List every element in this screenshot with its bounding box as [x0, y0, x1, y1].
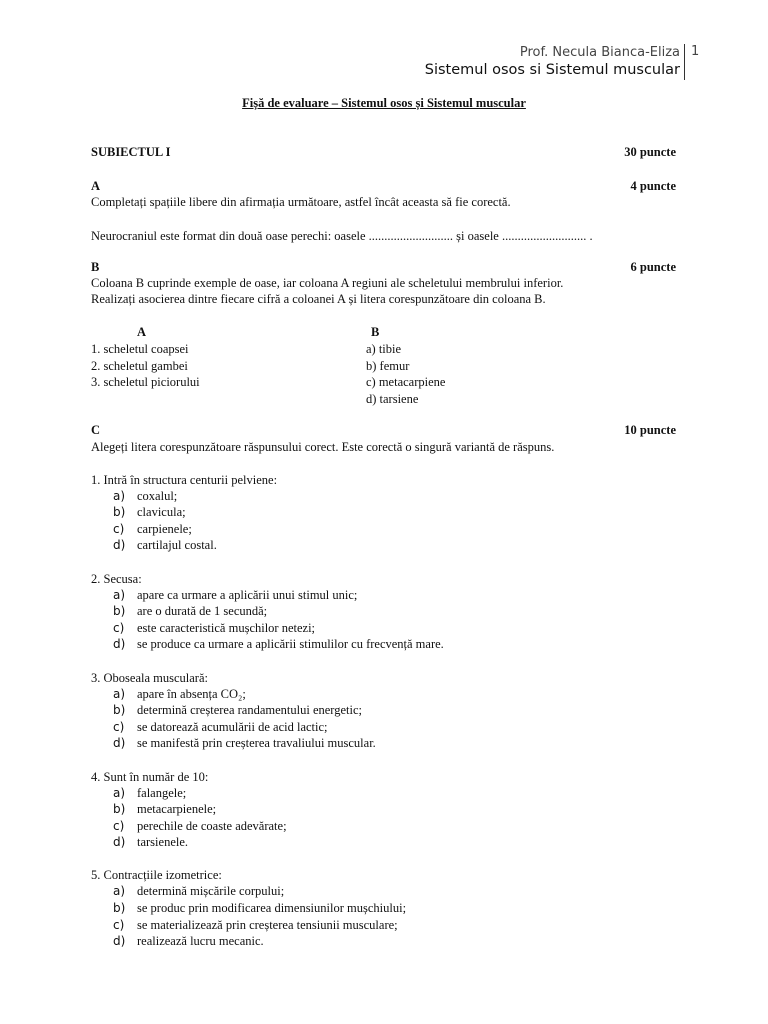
- answer-option: [113, 801, 216, 818]
- option-letter: d): [113, 835, 126, 849]
- option-text: determină creșterea randamentului energetic;: [137, 703, 362, 717]
- header-divider: [684, 44, 685, 80]
- option-letter: d): [113, 637, 126, 651]
- option-letter: b): [113, 505, 126, 519]
- option-text: perechile de coaste adevărate;: [137, 819, 287, 833]
- option-text: tarsienele.: [137, 835, 189, 849]
- option-letter: c): [113, 522, 125, 536]
- subject-points: 30 puncte: [624, 145, 676, 159]
- option-letter: c): [113, 819, 125, 833]
- option-text: apare ca urmare a aplicării unui stimul unic;: [137, 588, 358, 602]
- answer-option: [113, 488, 177, 505]
- section-a-points: 4 puncte: [630, 179, 676, 193]
- option-text: are o durată de 1 secundă;: [137, 604, 268, 618]
- option-letter: b): [113, 802, 126, 816]
- option-letter: b): [113, 604, 126, 618]
- answer-option: [113, 834, 188, 851]
- column-b-item: b) femur: [366, 358, 410, 373]
- section-a-statement: Neurocraniul este format din două oase perechi: oasele ........................... și oasele ........................... .: [91, 229, 593, 243]
- option-text: falangele;: [137, 786, 187, 800]
- answer-option: [113, 603, 267, 620]
- option-letter: b): [113, 703, 126, 717]
- option-text: carpienele;: [137, 522, 192, 536]
- answer-option: [113, 504, 186, 521]
- subject-label: SUBIECTUL I: [91, 145, 171, 159]
- answer-option: [113, 735, 376, 752]
- section-c-label: C: [91, 423, 101, 437]
- page-header: [425, 44, 680, 79]
- answer-option: [113, 818, 287, 835]
- answer-option: [113, 883, 284, 900]
- option-letter: a): [113, 884, 126, 898]
- option-letter: d): [113, 538, 126, 552]
- answer-option: [113, 636, 444, 653]
- option-letter: c): [113, 621, 125, 635]
- option-letter: a): [113, 786, 126, 800]
- column-b-item: c) metacarpiene: [366, 375, 446, 389]
- option-letter: a): [113, 687, 126, 701]
- answer-option: [113, 900, 406, 917]
- answer-option: [113, 587, 357, 604]
- section-c-instruction: Alegeți litera corespunzătoare răspunsului corect. Este corectă o singură variantă de răspuns.: [91, 440, 555, 454]
- option-text: realizează lucru mecanic.: [137, 934, 264, 948]
- option-letter: a): [113, 588, 126, 602]
- option-text: determină mișcările corpului;: [137, 884, 285, 898]
- subject-heading-row: [91, 145, 676, 160]
- answer-option: [113, 521, 192, 538]
- section-a-label: A: [91, 179, 101, 193]
- question-text: 4. Sunt în număr de 10:: [91, 770, 209, 784]
- page-number: 1: [691, 44, 700, 59]
- option-letter: b): [113, 901, 126, 915]
- option-letter: a): [113, 489, 126, 503]
- answer-option: [113, 917, 398, 934]
- option-text: se manifestă prin creșterea travaliului muscular.: [137, 736, 376, 750]
- section-b-points: 6 puncte: [630, 260, 676, 274]
- answer-option: [113, 537, 217, 554]
- option-text: clavicula;: [137, 505, 186, 519]
- option-text: se materializează prin creșterea tensiunii musculare;: [137, 918, 398, 932]
- section-a-instruction: Completați spațiile libere din afirmația următoare, astfel încât aceasta să fie corectă.: [91, 195, 511, 209]
- option-text: metacarpienele;: [137, 802, 217, 816]
- section-b-instruction-line2: Realizați asocierea dintre fiecare cifră a coloanei A și litera corespunzătoare din coloana B.: [91, 292, 546, 306]
- option-text: cartilajul costal.: [137, 538, 217, 552]
- option-text: se produce ca urmare a aplicării stimulilor cu frecvență mare.: [137, 637, 444, 651]
- section-a-heading-row: [91, 179, 676, 194]
- column-b-item: a) tibie: [366, 342, 402, 356]
- option-text: este caracteristică mușchilor netezi;: [137, 621, 316, 635]
- answer-option: [113, 686, 246, 703]
- section-c-points: 10 puncte: [624, 423, 676, 437]
- column-a-item: 2. scheletul gambei: [91, 358, 188, 373]
- column-a-item: 3. scheletul piciorului: [91, 375, 200, 389]
- header-author: Prof. Necula Bianca-Eliza: [519, 45, 680, 60]
- section-b-instruction-line1: Coloana B cuprinde exemple de oase, iar coloana A regiuni ale scheletului membrului inferior.: [91, 276, 564, 290]
- answer-option: [113, 620, 315, 637]
- header-doc-title: Sistemul osos si Sistemul muscular: [424, 62, 680, 78]
- column-b-list: [366, 341, 445, 407]
- worksheet-title: Fișă de evaluare – Sistemul osos și Sistemul muscular: [242, 96, 526, 110]
- column-a-item: 1. scheletul coapsei: [91, 342, 189, 356]
- option-letter: d): [113, 934, 126, 948]
- column-b-item: d) tarsiene: [366, 391, 419, 406]
- answer-option: [113, 785, 186, 802]
- answer-option: [113, 702, 362, 719]
- option-letter: d): [113, 736, 126, 750]
- question-text: 5. Contracțiile izometrice:: [91, 868, 222, 882]
- column-b-header: B: [371, 325, 380, 339]
- option-text: apare în absența CO₂;: [137, 687, 246, 701]
- option-letter: c): [113, 918, 125, 932]
- column-a-header: A: [137, 325, 147, 339]
- option-text: se datorează acumulării de acid lactic;: [137, 720, 328, 734]
- option-text: coxalul;: [137, 489, 178, 503]
- answer-option: [113, 719, 328, 736]
- question-text: 3. Oboseala musculară:: [91, 671, 208, 685]
- option-text: se produc prin modificarea dimensiunilor mușchiului;: [137, 901, 407, 915]
- column-a-list: [91, 341, 200, 391]
- answer-option: [113, 933, 264, 950]
- question-text: 2. Secusa:: [91, 572, 142, 586]
- question-text: 1. Intră în structura centurii pelviene:: [91, 473, 278, 487]
- option-letter: c): [113, 720, 125, 734]
- section-c-heading-row: [91, 423, 676, 438]
- section-b-heading-row: [91, 260, 676, 275]
- section-b-label: B: [91, 260, 100, 274]
